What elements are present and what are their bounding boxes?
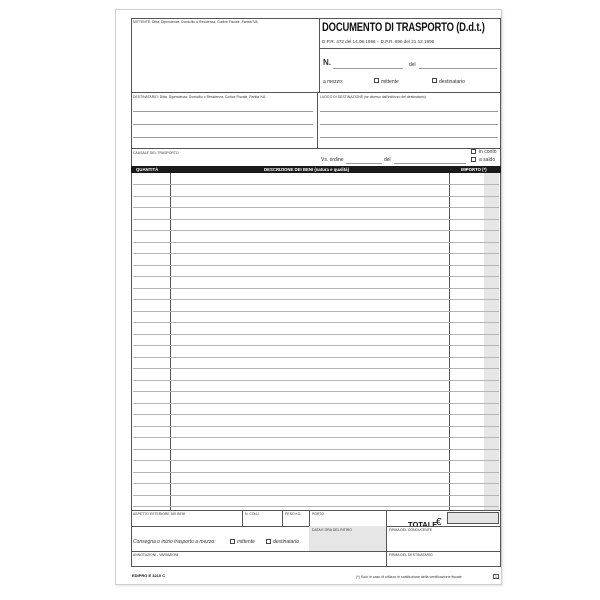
consegna-mittente-checkbox[interactable] bbox=[230, 539, 235, 544]
vs-ordine-field[interactable] bbox=[346, 163, 382, 164]
destination-divider bbox=[317, 92, 318, 148]
del-label-2: del bbox=[384, 157, 391, 163]
numero-field[interactable] bbox=[333, 68, 403, 69]
header-divider bbox=[319, 18, 320, 92]
data-ritiro-label: DATA E ORA DEL RITIRO bbox=[312, 528, 352, 532]
table-row-line[interactable] bbox=[133, 437, 499, 438]
luogo-note: (se diverso dall'indirizzo del destinatario) bbox=[363, 95, 426, 99]
mittente-bottom-line bbox=[131, 92, 501, 93]
mittente-option-label: mittente bbox=[381, 79, 399, 85]
mittente-label: MITTENTE: Ditta, Dipendenza, Domicilio o Residenza, Codice Fiscale, Partita IVA bbox=[133, 20, 258, 24]
form-top-border bbox=[131, 18, 501, 19]
firma-destinatario-label: FIRMA DEL DESTINATARIO bbox=[389, 553, 433, 557]
table-row-line[interactable] bbox=[133, 196, 499, 197]
descrizione-header: DESCRIZIONE DEI BENI (natura e qualità) bbox=[264, 167, 349, 172]
table-bottom-line bbox=[131, 510, 501, 511]
n-colli-label: N. COLLI bbox=[245, 512, 260, 516]
table-row-line[interactable] bbox=[133, 426, 499, 427]
destinatario-line-1[interactable] bbox=[133, 111, 313, 112]
firma-conducente-label: FIRMA DEL CONDUCENTE bbox=[389, 528, 433, 532]
table-row-line[interactable] bbox=[133, 311, 499, 312]
table-row-line[interactable] bbox=[133, 184, 499, 185]
consegna-destinatario-label: destinatario bbox=[273, 539, 299, 545]
table-row-line[interactable] bbox=[133, 288, 499, 289]
consegna-destinatario-checkbox[interactable] bbox=[266, 539, 271, 544]
luogo-line-2[interactable] bbox=[320, 124, 498, 125]
table-row-line[interactable] bbox=[133, 449, 499, 450]
a-mezzo-label: a mezzo: bbox=[323, 79, 344, 85]
transport-document-form bbox=[115, 9, 502, 585]
table-row-line[interactable] bbox=[133, 242, 499, 243]
luogo-line-1[interactable] bbox=[320, 111, 498, 112]
consegna-label: Consegna o inizio trasporto a mezzo: bbox=[133, 539, 216, 545]
totale-field[interactable] bbox=[447, 512, 499, 524]
page-number: 1 bbox=[493, 574, 499, 579]
table-row-line[interactable] bbox=[133, 472, 499, 473]
table-row-line[interactable] bbox=[133, 380, 499, 381]
form-left-border bbox=[131, 18, 132, 566]
table-row-line[interactable] bbox=[133, 207, 499, 208]
a-saldo-checkbox[interactable] bbox=[471, 157, 476, 162]
table-row-line[interactable] bbox=[133, 345, 499, 346]
quantita-header: QUANTITÀ bbox=[136, 167, 159, 172]
footer-divider-1 bbox=[242, 510, 243, 526]
dpr-reference: D.P.R. 472 del 14.08.1996 – D.P.R. 696 del 21.12.1996 bbox=[322, 39, 435, 44]
euro-symbol: € bbox=[436, 517, 442, 528]
footer-divider-2 bbox=[282, 510, 283, 526]
publisher-logo: EDIPRO E 3210 C bbox=[132, 573, 166, 578]
in-conto-label: in conto bbox=[479, 149, 497, 155]
aspetto-label: ASPETTO ESTERIORE DEI BENI bbox=[133, 512, 186, 516]
destinatario-checkbox[interactable] bbox=[432, 78, 437, 83]
table-row-line[interactable] bbox=[133, 460, 499, 461]
table-row-line[interactable] bbox=[133, 230, 499, 231]
form-right-border bbox=[500, 18, 501, 566]
form-bottom-border bbox=[131, 566, 501, 567]
luogo-line-3[interactable] bbox=[320, 137, 498, 138]
table-row-line[interactable] bbox=[133, 414, 499, 415]
date-field[interactable] bbox=[419, 68, 497, 69]
a-saldo-label: a saldo bbox=[479, 157, 496, 163]
totale-label: TOTALE bbox=[408, 520, 438, 529]
table-row-line[interactable] bbox=[133, 357, 499, 358]
table-row-line[interactable] bbox=[133, 219, 499, 220]
table-row-line[interactable] bbox=[133, 276, 499, 277]
table-row-line[interactable] bbox=[133, 265, 499, 266]
footer-divider-4 bbox=[386, 510, 387, 566]
mittente-checkbox[interactable] bbox=[374, 78, 379, 83]
table-row-line[interactable] bbox=[133, 403, 499, 404]
table-row-line[interactable] bbox=[133, 391, 499, 392]
vs-ordine-label: Vs. ordine bbox=[321, 157, 344, 163]
importo-header: IMPORTO (*) bbox=[461, 167, 487, 172]
table-row-line[interactable] bbox=[133, 483, 499, 484]
table-row-line[interactable] bbox=[133, 495, 499, 496]
porto-label: PORTO bbox=[312, 512, 325, 516]
document-title: DOCUMENTO DI TRASPORTO (D.d.t.) bbox=[322, 22, 485, 34]
peso-kg-label: PESO KG. bbox=[285, 512, 302, 516]
footnote: (*) Solo in caso di utilizzo in sostituzione della certificazione fiscale bbox=[356, 575, 462, 579]
table-row-line[interactable] bbox=[133, 368, 499, 369]
numero-label: N. bbox=[323, 58, 331, 67]
ordine-date-field[interactable] bbox=[394, 163, 466, 164]
destinatario-line-3[interactable] bbox=[133, 137, 313, 138]
table-row-line[interactable] bbox=[133, 322, 499, 323]
destinatario-label: DESTINATARIO: Ditta, Dipendenza, Domicilio o Residenza, Codice Fiscale, Partita IVA bbox=[133, 95, 266, 99]
annotazioni-label: ANNOTAZIONI - VARIAZIONI bbox=[133, 553, 179, 557]
title-underline bbox=[319, 48, 501, 49]
destinatario-option-label: destinatario bbox=[439, 79, 465, 85]
del-label: del bbox=[409, 62, 416, 68]
luogo-label bbox=[320, 95, 426, 99]
destinatario-bottom-line bbox=[131, 148, 501, 149]
luogo-title: LUOGO DI DESTINAZIONE bbox=[320, 95, 363, 99]
destinatario-line-2[interactable] bbox=[133, 124, 313, 125]
table-row-line[interactable] bbox=[133, 334, 499, 335]
causale-label: CAUSALE DEL TRASPORTO bbox=[133, 151, 179, 155]
consegna-mittente-label: mittente bbox=[237, 539, 255, 545]
table-row-line[interactable] bbox=[133, 253, 499, 254]
footer-line-3 bbox=[131, 551, 501, 552]
table-row-line[interactable] bbox=[133, 299, 499, 300]
in-conto-checkbox[interactable] bbox=[471, 149, 476, 154]
table-row-line[interactable] bbox=[133, 506, 499, 507]
